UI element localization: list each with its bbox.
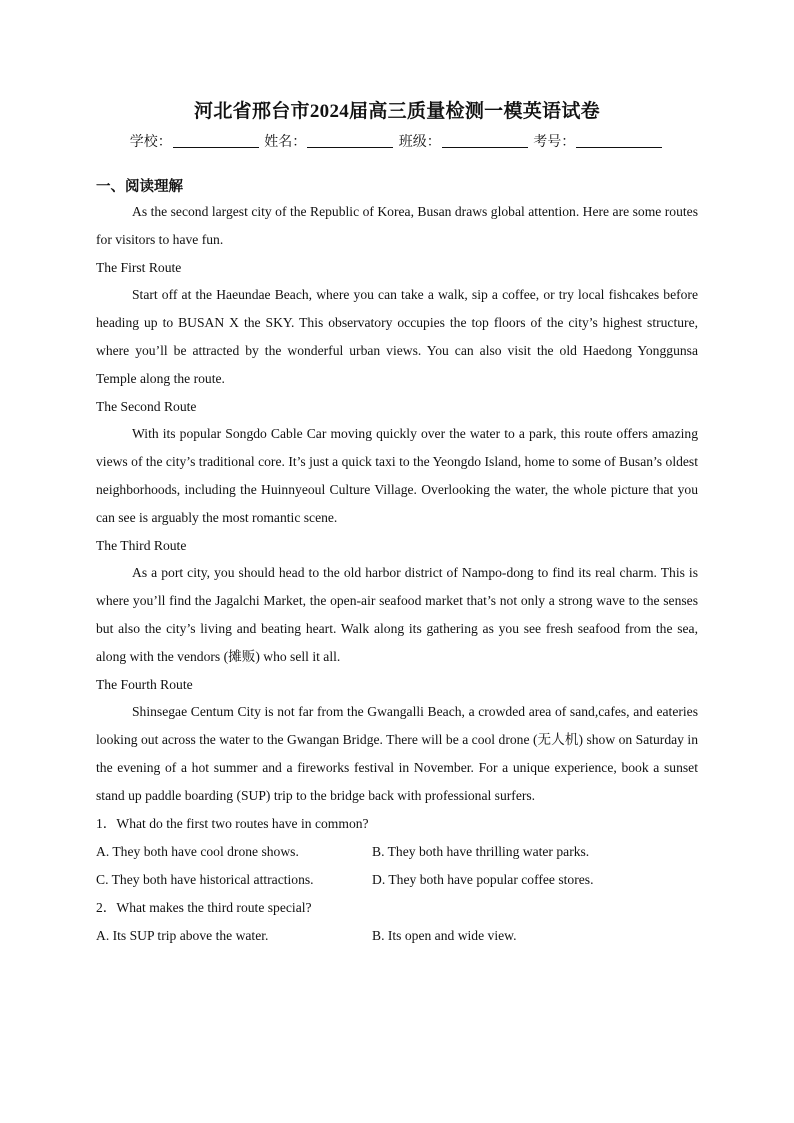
student-info-line <box>96 132 698 154</box>
answer-option[interactable]: B. They both have thrilling water parks. <box>372 843 590 859</box>
class-label: 班级： <box>398 135 441 150</box>
answer-option[interactable]: B. Its open and wide view. <box>372 927 517 943</box>
question-options-row <box>96 866 698 894</box>
exam-number-blank[interactable] <box>576 133 662 148</box>
answer-option[interactable]: D. They both have popular coffee stores. <box>372 871 594 887</box>
route-text: Start off at the Haeundae Beach, where you can take a walk, sip a coffee, or try local fishcakes before heading up to BUSAN X the SKY. This observatory occupies the top floors of the city’s highest structure, where you’ll be attracted by the wonderful urban views. You can also visit the old Haedong Yonggunsa Temple along the route. <box>96 287 698 386</box>
passage-intro: As the second largest city of the Republic of Korea, Busan draws global attention. Here are some routes for visitors to have fun. <box>96 204 698 247</box>
route-heading: The Third Route <box>96 537 187 553</box>
answer-option[interactable]: C. They both have historical attractions. <box>96 871 314 887</box>
school-label: 学校： <box>129 135 172 150</box>
question-stem: 2．What makes the third route special? <box>96 899 312 915</box>
route-heading: The First Route <box>96 259 182 275</box>
question-stem: 1．What do the first two routes have in common? <box>96 815 369 831</box>
route-text: As a port city, you should head to the old harbor district of Nampo-dong to find its real charm. This is where you’ll find the Jagalchi Market, the open-air seafood market that’s not only a strong wave to the senses but also the city’s living and beating heart. Walk along its gathering as you see fresh seafood from the sea, along with the vendors (摊贩) who sell it all. <box>96 565 698 664</box>
exam-page <box>96 98 698 950</box>
name-label: 姓名： <box>264 135 307 150</box>
class-blank[interactable] <box>442 133 528 148</box>
page-title: 河北省邢台市2024届高三质量检测一模英语试卷 <box>194 101 600 122</box>
answer-option[interactable]: A. Its SUP trip above the water. <box>96 927 269 943</box>
route-heading: The Fourth Route <box>96 676 193 692</box>
question-options-row <box>96 922 698 950</box>
question-options-row <box>96 838 698 866</box>
route-heading: The Second Route <box>96 398 197 414</box>
section-heading: 一、阅读理解 <box>96 179 183 195</box>
answer-option[interactable]: A. They both have cool drone shows. <box>96 843 299 859</box>
route-text: Shinsegae Centum City is not far from the Gwangalli Beach, a crowded area of sand,cafes, and eateries looking out across the water to the Gwangan Bridge. There will be a cool drone (无人机) show on Saturday in the evening of a hot summer and a fireworks festival in November. For a unique experience, book a sunset stand up paddle boarding (SUP) trip to the bridge back with professional surfers. <box>96 704 698 803</box>
name-blank[interactable] <box>307 133 393 148</box>
school-blank[interactable] <box>173 133 259 148</box>
route-text: With its popular Songdo Cable Car moving quickly over the water to a park, this route offers amazing views of the city’s traditional core. It’s just a quick taxi to the Yeongdo Island, home to some of Busan’s oldest neighborhoods, including the Huinnyeoul Culture Village. Overlooking the water, the whole picture that you can see is arguably the most romantic scene. <box>96 426 698 525</box>
exam-number-label: 考号： <box>533 135 576 150</box>
